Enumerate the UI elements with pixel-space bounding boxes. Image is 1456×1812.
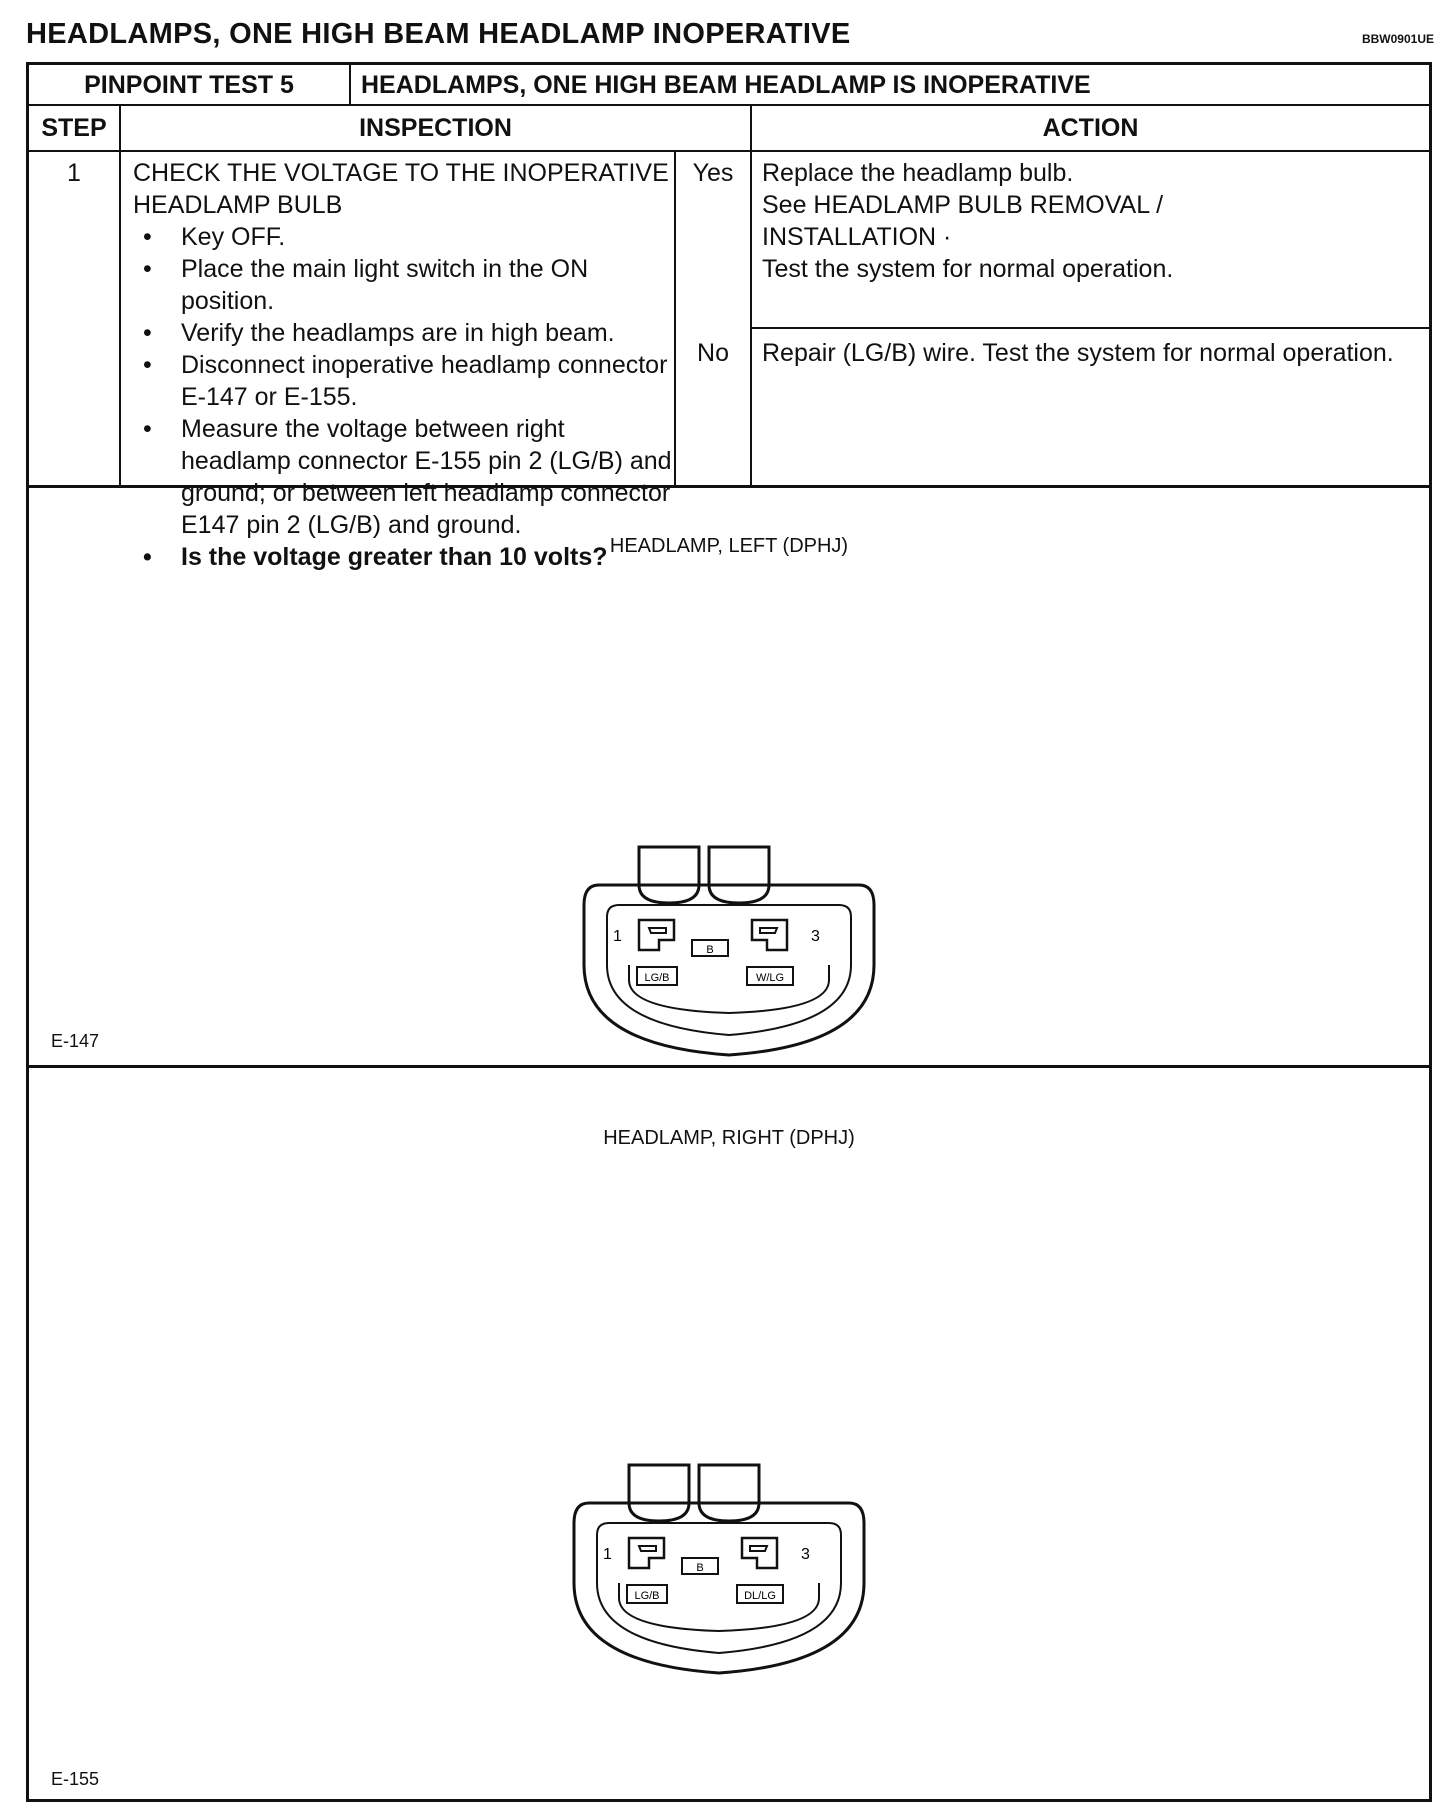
- figure-title-right: HEADLAMP, RIGHT (DPHJ): [603, 1127, 855, 1149]
- document-id: BBW0901UE: [1361, 32, 1434, 46]
- connector-id-left: E-147: [51, 1031, 100, 1051]
- pinpoint-test-table: [26, 62, 1432, 1802]
- answer-yes: Yes: [692, 159, 734, 187]
- wire-label: B: [696, 1562, 704, 1574]
- wire-label: LG/B: [644, 972, 670, 984]
- wire-label: W/LG: [755, 972, 785, 984]
- list-item: • Key OFF.: [133, 221, 673, 253]
- divider: [29, 1065, 1429, 1068]
- list-item: • Disconnect inoperative headlamp connector E-147 or E-155.: [133, 349, 673, 413]
- step-number: 1: [67, 159, 81, 187]
- connector-id-right: E-155: [51, 1769, 100, 1789]
- connector-diagram-right: [559, 1463, 879, 1683]
- pin-label: 1: [613, 928, 622, 945]
- column-header-step: STEP: [41, 113, 107, 142]
- inspection-steps: [133, 221, 673, 573]
- action-text: Replace the headlamp bulb.: [762, 159, 1074, 187]
- inspection-heading: HEADLAMP BULB: [133, 191, 343, 219]
- list-item: • Is the voltage greater than 10 volts?: [133, 541, 673, 573]
- divider: [119, 105, 121, 486]
- action-yes: [762, 157, 1422, 285]
- action-text: See HEADLAMP BULB REMOVAL /: [762, 191, 1164, 219]
- answer-no: No: [697, 339, 729, 367]
- divider: [750, 327, 1429, 329]
- action-no: Repair (LG/B) wire. Test the system for normal operation.: [762, 339, 1394, 367]
- pin-label: 3: [801, 1546, 810, 1563]
- action-text: INSTALLATION ·: [762, 223, 952, 251]
- wire-label: LG/B: [634, 1590, 660, 1602]
- inspection-cell: [133, 157, 673, 573]
- test-name: PINPOINT TEST 5: [84, 70, 294, 99]
- pin-label: 3: [811, 928, 820, 945]
- divider: [750, 105, 752, 486]
- list-item: • Verify the headlamps are in high beam.: [133, 317, 673, 349]
- column-header-inspection: INSPECTION: [359, 113, 512, 142]
- inspection-heading: CHECK THE VOLTAGE TO THE INOPERATIVE: [133, 159, 669, 187]
- list-item: • Measure the voltage between right headlamp connector E-155 pin 2 (LG/B) and ground; or between left headlamp connector E147 pin 2 (LG/B) and ground.: [133, 413, 673, 541]
- pin-label: 1: [603, 1546, 612, 1563]
- action-text: Test the system for normal operation.: [762, 255, 1174, 283]
- test-description: HEADLAMPS, ONE HIGH BEAM HEADLAMP IS INOPERATIVE: [361, 70, 1091, 99]
- wire-label: B: [706, 944, 714, 956]
- action-link-text: INSTALLATION: [762, 223, 937, 251]
- list-item: • Place the main light switch in the ON position.: [133, 253, 673, 317]
- divider: [674, 151, 676, 486]
- wire-label: DL/LG: [744, 1590, 776, 1602]
- page-title: HEADLAMPS, ONE HIGH BEAM HEADLAMP INOPERATIVE: [26, 18, 851, 50]
- figure-title-left: HEADLAMP, LEFT (DPHJ): [609, 535, 849, 557]
- column-header-action: ACTION: [1042, 113, 1139, 142]
- connector-diagram-left: [569, 845, 889, 1065]
